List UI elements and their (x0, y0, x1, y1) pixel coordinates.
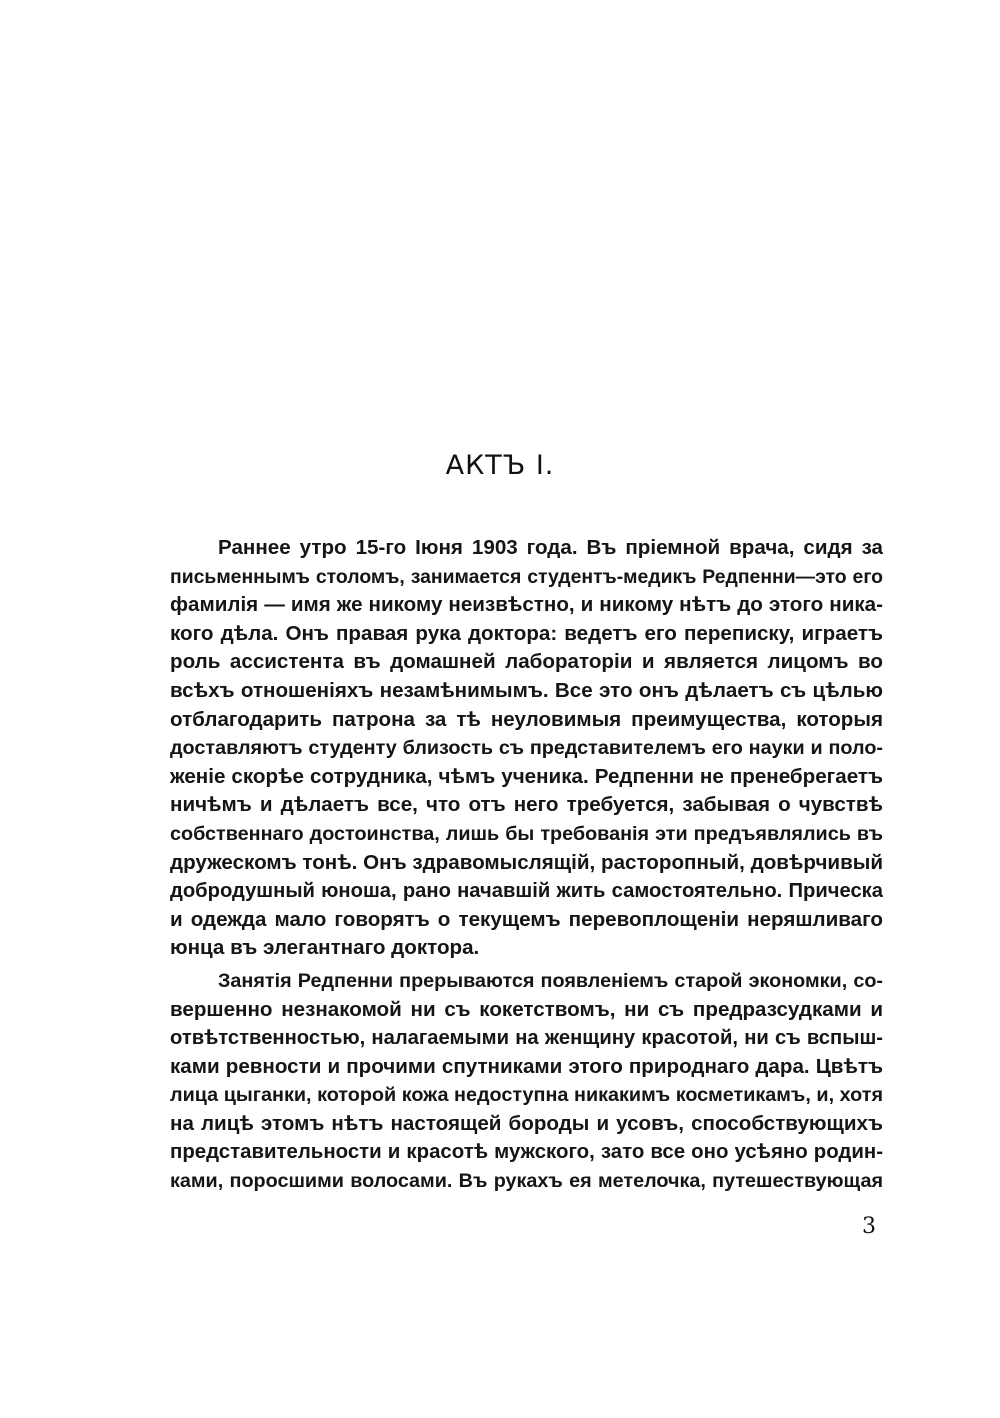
text-line: лица цыганки, которой кожа недоступна никакимъ косметикамъ, и, хотя (170, 1084, 883, 1107)
text-line: собственнаго достоинства, лишь бы требованія эти предъявлялись въ (170, 822, 883, 845)
text-line: Раннее утро 15-го Іюня 1903 года. Въ пріемной врача, сидя за (218, 536, 883, 559)
text-line: на лицѣ этомъ нѣтъ настоящей бороды и усовъ, способствующихъ (170, 1111, 883, 1135)
text-line: юнца въ элегантнаго доктора. (170, 936, 480, 960)
text-line: отблагодарить патрона за тѣ неуловимыя преимущества, которыя (170, 707, 883, 731)
text-line: всѣхъ отношеніяхъ незамѣнимымъ. Все это онъ дѣлаетъ съ цѣлью (170, 678, 883, 702)
text-line: Занятія Редпенни прерываются появленіемъ старой экономки, со- (218, 969, 883, 992)
page-number: 3 (862, 1214, 876, 1239)
text-line: добродушный юноша, рано начавшій жить самостоятельно. Прическа (170, 880, 883, 903)
text-line: и одежда мало говорятъ о текущемъ перевоплощеніи неряшливаго (170, 907, 883, 931)
text-line: дружескомъ тонѣ. Онъ здравомыслящій, расторопный, довѣрчивый (170, 850, 883, 874)
text-line: доставляютъ студенту близость съ представителемъ его науки и поло- (170, 737, 883, 760)
text-line: отвѣтственностью, налагаемыми на женщину красотой, ни съ вспыш- (170, 1027, 883, 1050)
body-text (122, 534, 883, 1196)
paragraph-2 (122, 967, 883, 1196)
act-heading: АКТЪ I. (445, 450, 555, 481)
text-line: представительности и красотѣ мужского, зато все оно усѣяно родин- (170, 1141, 883, 1164)
paragraph-1 (122, 534, 883, 963)
text-line: ничѣмъ и дѣлаетъ все, что отъ него требуется, забывая о чувствѣ (170, 793, 883, 817)
text-line: кого дѣла. Онъ правая рука доктора: ведетъ его переписку, играетъ (170, 621, 883, 645)
text-line: вершенно незнакомой ни съ кокетствомъ, ни съ предразсудками и (170, 997, 883, 1021)
text-line: ками, поросшими волосами. Въ рукахъ ея метелочка, путешествующая (170, 1170, 883, 1193)
text-line: фамилія — имя же никому неизвѣстно, и никому нѣтъ до этого ника- (170, 593, 883, 617)
text-line: письменнымъ столомъ, занимается студентъ-медикъ Редпенни—это его (170, 565, 883, 588)
text-line: ками ревности и прочими спутниками этого природнаго дара. Цвѣтъ (170, 1054, 883, 1078)
text-line: роль ассистента въ домашней лабораторіи и является лицомъ во (170, 650, 883, 674)
text-line: женіе скорѣе сотрудника, чѣмъ ученика. Редпенни не пренебрегаетъ (170, 764, 883, 788)
